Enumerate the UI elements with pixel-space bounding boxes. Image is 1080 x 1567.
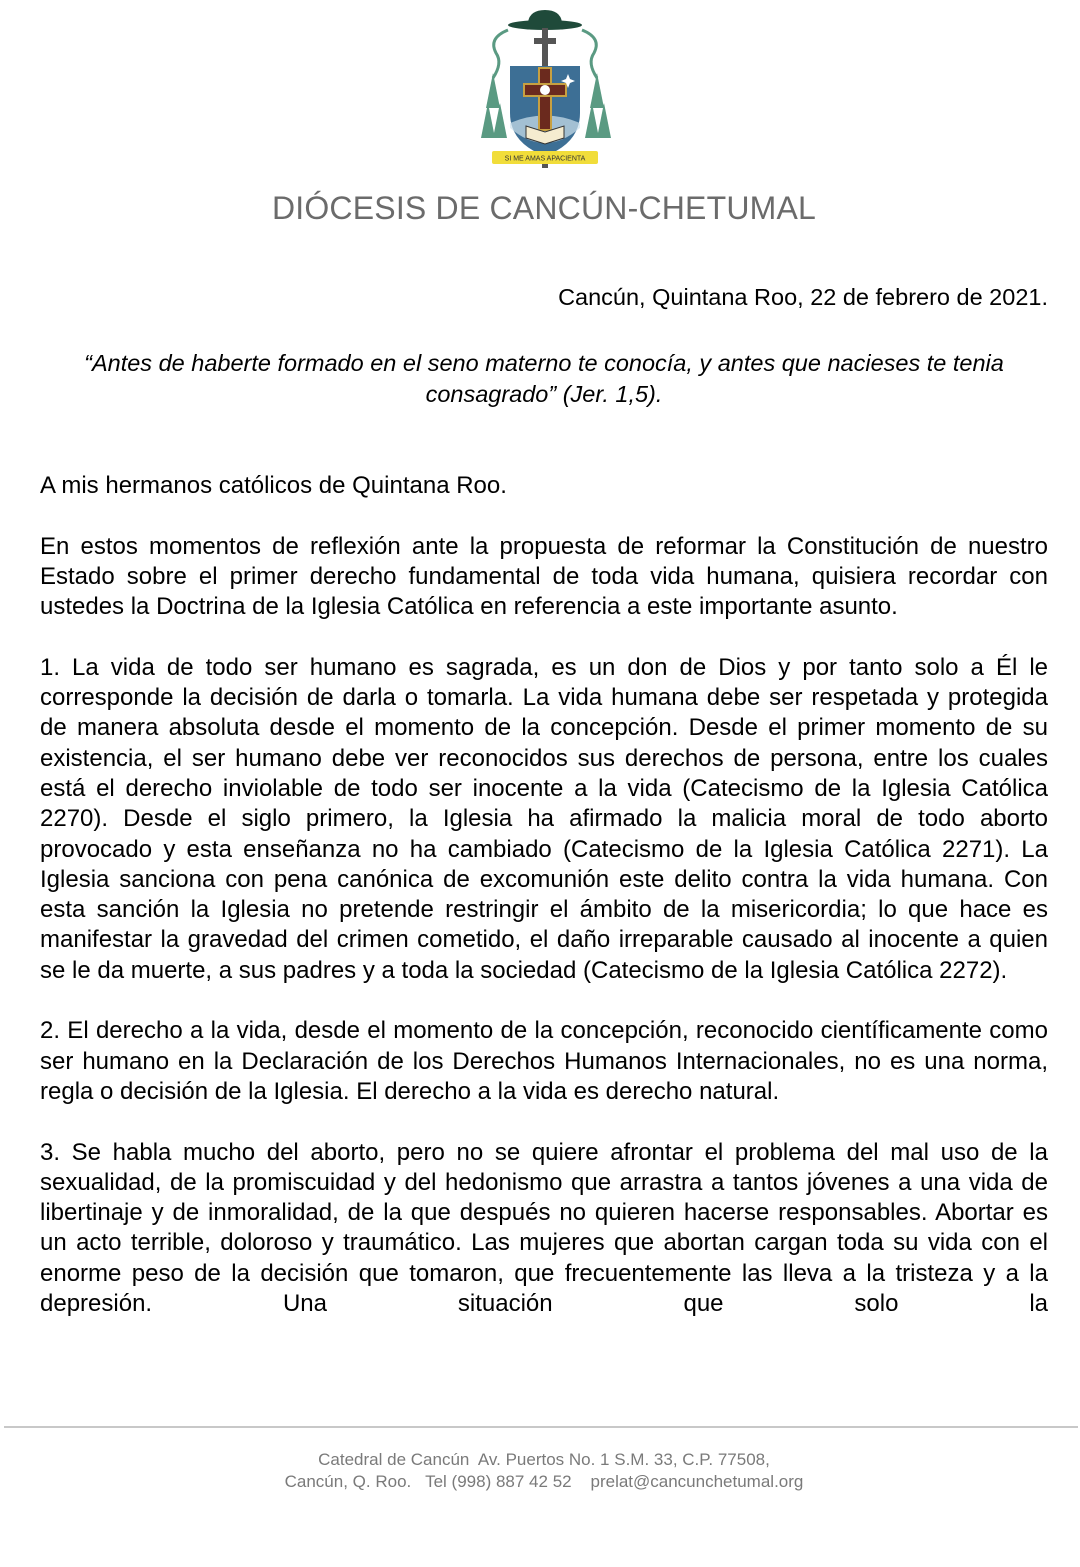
footer-line-1: Catedral de Cancún Av. Puertos No. 1 S.M. 33, C.P. 77508, <box>318 1450 770 1469</box>
footer-line-2: Cancún, Q. Roo. Tel (998) 887 42 52 prelat@cancunchetumal.org <box>284 1471 804 1491</box>
footer-address <box>0 1449 1080 1492</box>
paragraph-point-1: 1. La vida de todo ser humano es sagrada, es un don de Dios y por tanto solo a Él le corresponde la decisión de darla o tomarla. La vida humana debe ser respetada y protegida de manera absoluta desde el momento de la concepción. Desde el primer momento de su existencia, el ser humano debe ver reconocidos sus derechos de persona, entre los cuales está el derecho inviolable de todo ser inocente a la vida (Catecismo de la Iglesia Católica 2270). Desde el siglo primero, la Iglesia ha afirmado la malicia moral de todo aborto provocado y esta enseñanza no ha cambiado (Catecismo de la Iglesia Católica 2271). La Iglesia sanciona con pena canónica de excomunión este delito contra la vida humana. Con esta sanción la Iglesia no pretende restringir el ámbito de la misericordia; lo que hace es manifestar la gravedad del crimen cometido, el daño irreparable causado al inocente a quien se le da muerte, a sus padres y a toda la sociedad (Catecismo de la Iglesia Católica 2272). <box>40 653 1048 984</box>
paragraph-point-2: 2. El derecho a la vida, desde el momento de la concepción, reconocido científicamente como ser humano en la Declaración de los Derechos Humanos Internacionales, no es una norma, regla o decisión de la Iglesia. El derecho a la vida es derecho natural. <box>40 1017 1048 1105</box>
greeting: A mis hermanos católicos de Quintana Roo. <box>40 472 507 499</box>
letter-body <box>40 471 1048 1350</box>
epigraph-quote: “Antes de haberte formado en el seno materno te conocía, y antes que nacieses te tenia consagrado” (Jer. 1,5). <box>84 350 1004 407</box>
diocese-title: DIÓCESIS DE CANCÚN-CHETUMAL <box>271 190 817 226</box>
footer-divider <box>4 1426 1078 1428</box>
diocese-coat-of-arms <box>478 8 613 176</box>
svg-text:SI ME AMAS APACIENTA: SI ME AMAS APACIENTA <box>504 155 586 163</box>
date-line: Cancún, Quintana Roo, 22 de febrero de 2021. <box>558 284 1048 310</box>
paragraph-intro: En estos momentos de reflexión ante la propuesta de reformar la Constitución de nuestro Estado sobre el primer derecho fundamental de toda vida humana, quisiera recordar con ustedes la Doctrina de la Iglesia Católica en referencia a este importante asunto. <box>40 532 1048 621</box>
paragraph-point-3: 3. Se habla mucho del aborto, pero no se quiere afrontar el problema del mal uso de la sexualidad, de la promiscuidad y del hedonismo que arrastra a tantos jóvenes a una vida de libertinaje y de inmoralidad, de la que después no quieren hacerse responsables. Abortar es un acto terrible, doloroso y traumático. Las mujeres que abortan cargan toda su vida con el enorme peso de la decisión que tomaron, que frecuentemente las lleva a la tristeza y a la depresión. Una situación que solo la <box>40 1138 1048 1318</box>
